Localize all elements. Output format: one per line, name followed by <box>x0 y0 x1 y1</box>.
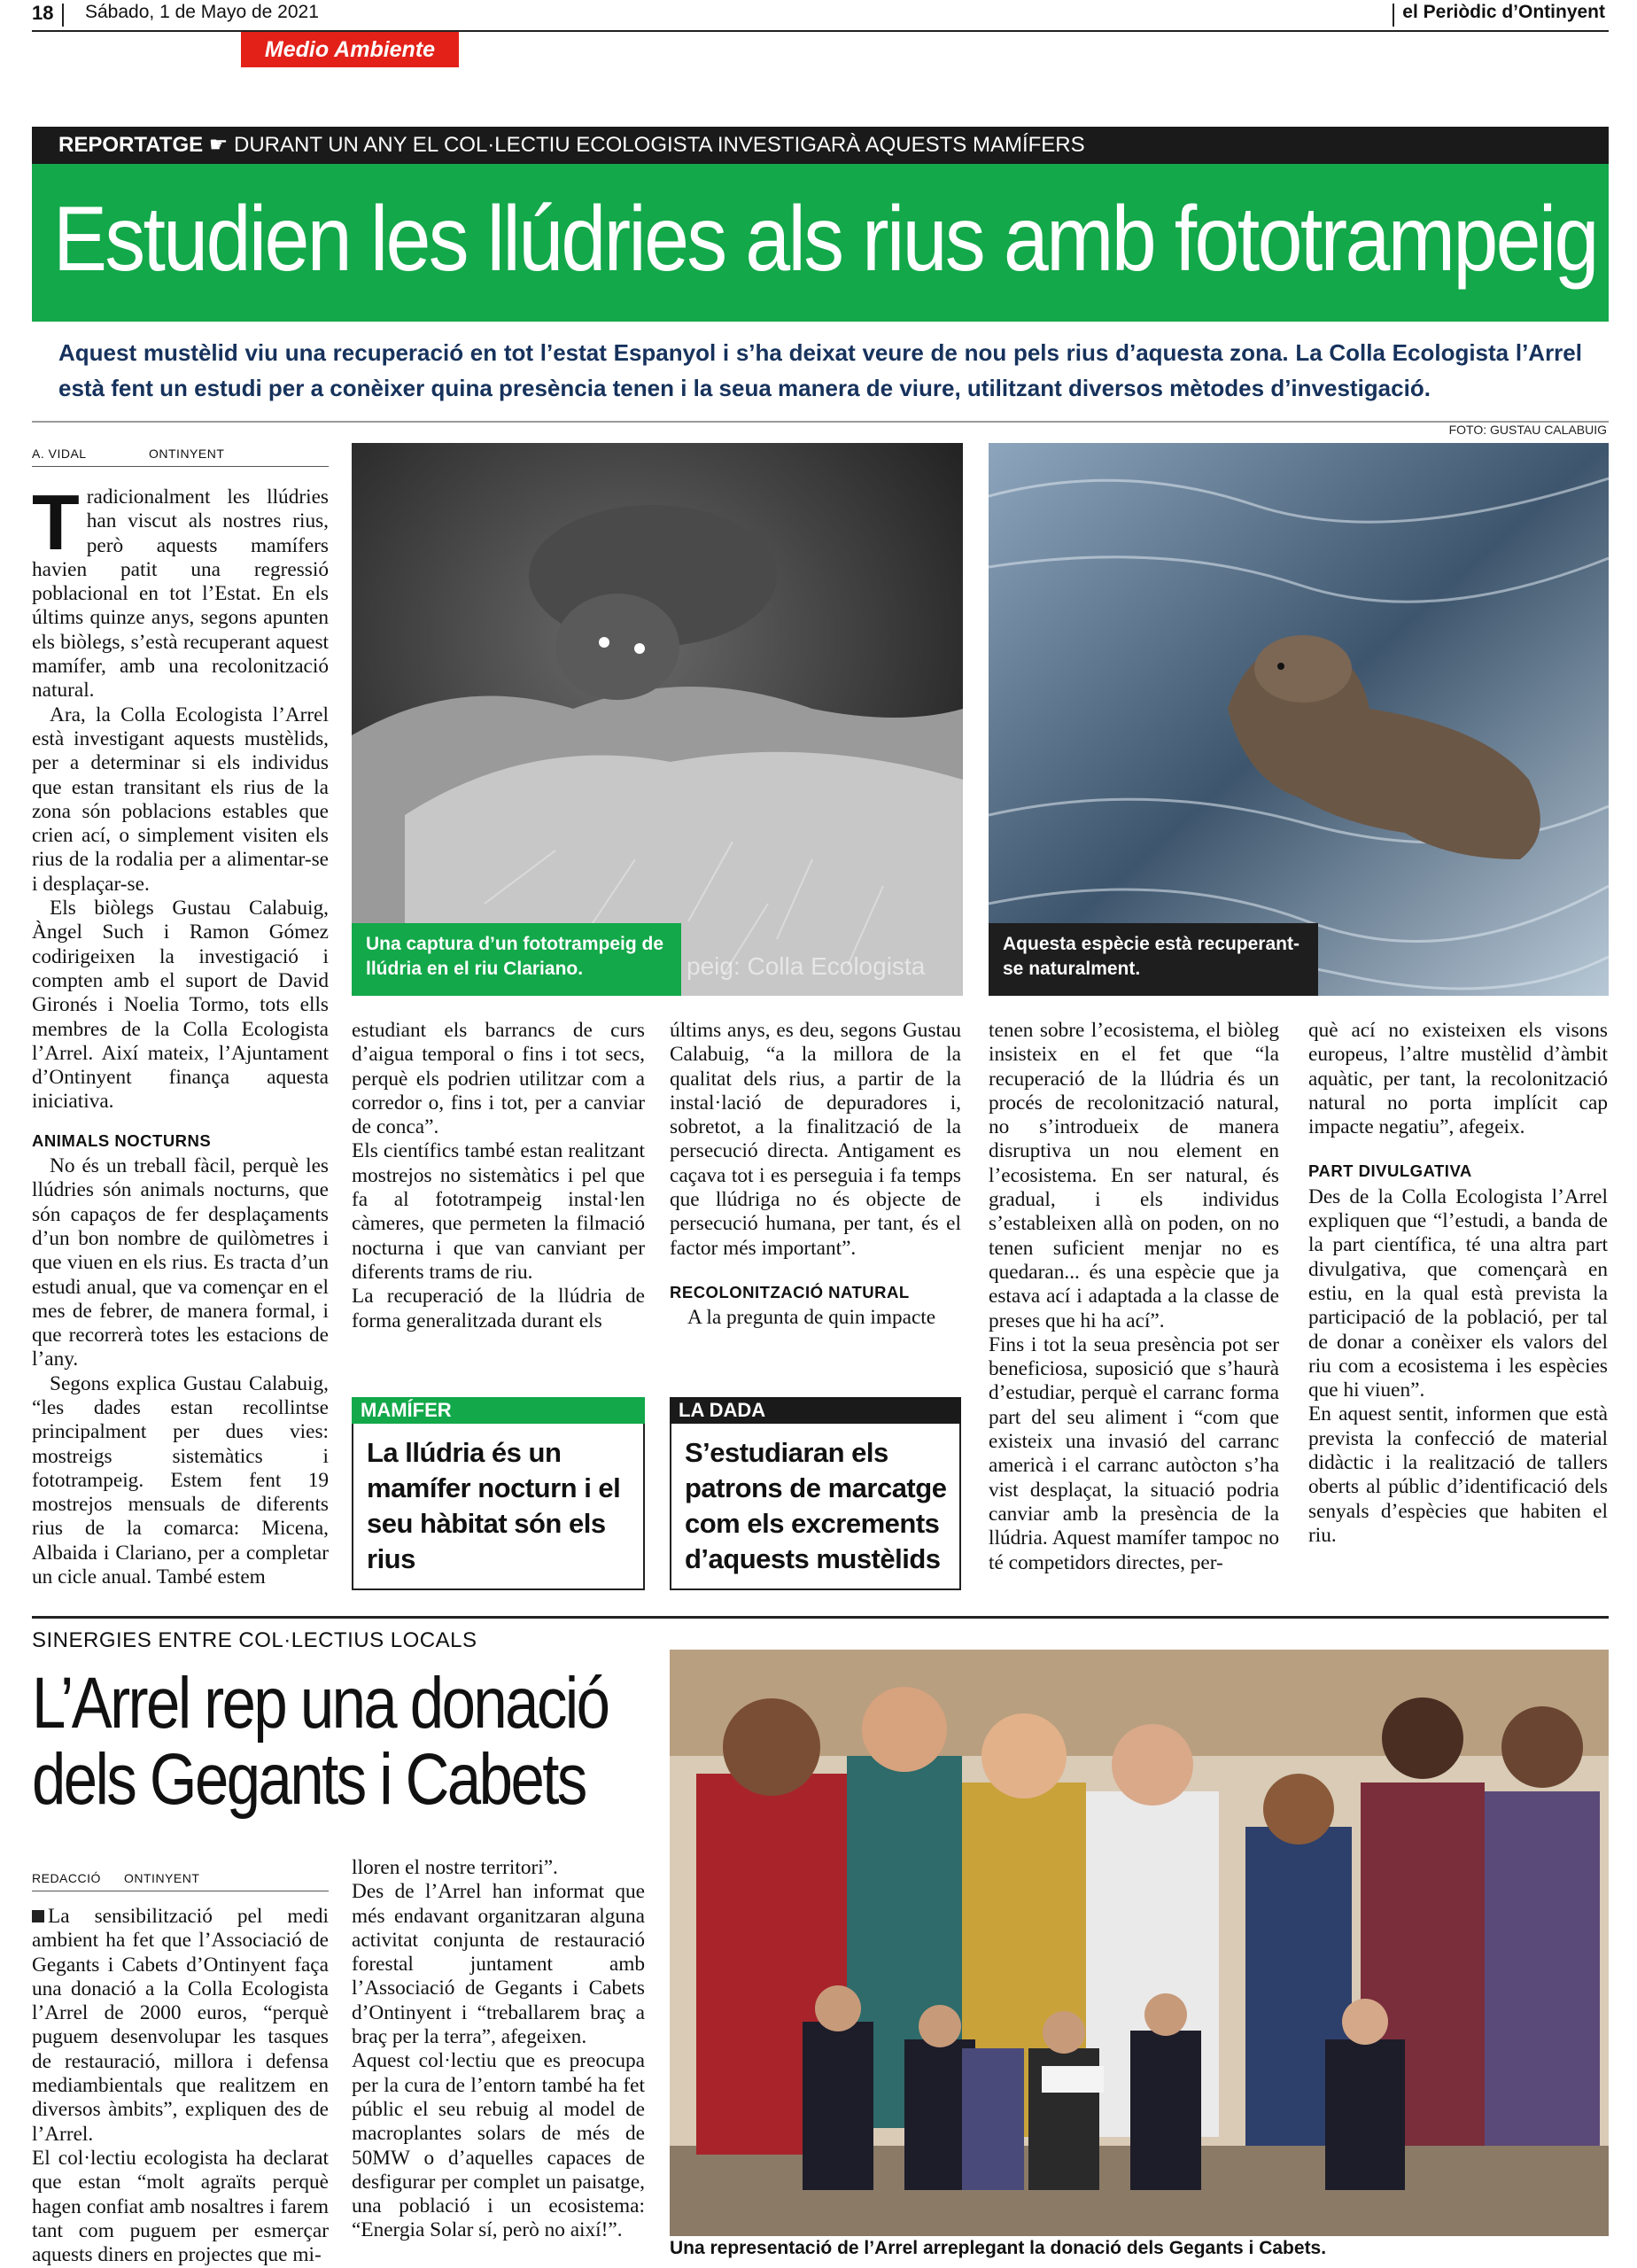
body-column-2 <box>352 1856 645 2243</box>
byline-city: ONTINYENT <box>124 1871 200 1885</box>
pullquote-text: La llúdria és un mamífer nocturn i el seu hàbitat són els rius <box>367 1437 621 1574</box>
giants-group-image <box>670 1650 1609 2236</box>
body-paragraph: Segons explica Gustau Calabuig, “les dades estan recollintse principalment per dues vies: mostreigs sistemàtics i fototrampeig. Estem fent 19 mostrejos mensuals de diferents rius de la comarca: Micena, Albaida i Clariano, per a completar un cicle anual. També estem <box>32 1371 329 1589</box>
photo-credit: FOTO: GUSTAU CALABUIG <box>1448 423 1607 437</box>
body-paragraph: Tradicionalment les llúdries han viscut als nostres rius, però aquests mamífers havien patit una regressió poblacional en tot l’Estat. En els últims quinze anys, segons apunten els biòlegs, s’està recuperant aquest mamífer, amb una recolonització natural. <box>32 478 329 703</box>
body-paragraph: estudiant els barrancs de curs d’aigua temporal o fins i tot secs, perquè els podrien utilitzar com a corredor o, fins i tot, per a canviar de conca”. <box>352 1019 645 1139</box>
newspaper-name: el Periòdic d’Ontinyent <box>1402 2 1605 22</box>
body-paragraph: lloren el nostre territori”. <box>352 1856 558 1879</box>
donation-photo <box>670 1650 1609 2236</box>
divider <box>32 466 329 467</box>
body-column-1 <box>32 478 329 1589</box>
article-kicker <box>32 127 1609 164</box>
paragraph-bullet-icon <box>32 1910 44 1922</box>
body-paragraph: últims anys, es deu, segons Gustau Calabuig, “a la millora de la qualitat dels rius, a partir de la instal·lació de depuradores i, sobretot, a la finalització de la persecució directa. Antigament es caçava tot i es perseguia i fa temps que llúdriga no és objecte de persecució humana, per tant, és el factor més important”. <box>670 1019 961 1260</box>
photo-caption: Una captura d’un fototrampeig de llúdria en el riu Clariano. <box>366 934 664 979</box>
article-kicker: SINERGIES ENTRE COL·LECTIUS LOCALS <box>32 1628 477 1652</box>
body-paragraph: Aquest col·lectiu que es preocupa per la cura de l’entorn també ha fet públic el seu rebuig al model de macroplantes solars de més de 50MW o d’aquelles capaces de desfigurar per complet un paisatge, una població i un ecosistema: “Energia Solar sí, però no així!”. <box>352 2049 645 2242</box>
body-paragraph: El col·lectiu ecologista ha declarat que estan “molt agraïts perquè hagen confiat amb nosaltres i farem tant com puguem per esmerçar aquests diners en projectes que mi- <box>32 2146 329 2267</box>
kicker-text: DURANT UN ANY EL COL·LECTIU ECOLOGISTA INVESTIGARÀ AQUESTS MAMÍFERS <box>233 133 1085 157</box>
otter-night-image <box>352 443 963 996</box>
header-divider <box>1393 4 1394 27</box>
body-paragraph: Els científics també estan realitzant mostrejos no sistemàtics i pel que fa al fototrampeig instal·len càmeres, que permeten la filmació nocturna i que van canviant per diferents trams de riu. <box>352 1139 645 1284</box>
body-paragraph: A la pregunta de quin impacte <box>687 1306 936 1330</box>
drop-cap: T <box>32 478 80 566</box>
subheading: PART DIVULGATIVA <box>1308 1161 1472 1181</box>
divider <box>32 421 1609 423</box>
body-column-4 <box>989 1019 1279 1575</box>
pullquote-tag: MAMÍFER <box>352 1397 645 1424</box>
photo-caption: Aquesta espècie està recuperant-se naturalment. <box>1003 934 1300 979</box>
body-column-5 <box>1308 1019 1608 1548</box>
body-paragraph: tenen sobre l’ecosistema, el biòleg insisteix en el fet que “la recuperació de la llúdria és un procés de recolonització natural, no s’introdueix de manera disruptiva un nou element en l’ecosistema. En ser natural, és gradual, i els individus s’estableixen allà on poden, on no tenen suficient menjar no es quedaran... és una espècie que ja estava ací i adaptada a la classe de preses que hi ha ací”. <box>989 1019 1279 1332</box>
subheading: ANIMALS NOCTURNS <box>32 1130 212 1150</box>
body-column-1 <box>32 1905 329 2267</box>
trap-camera-photo <box>352 443 963 996</box>
article-headline: Estudien les llúdries als rius amb fototrampeig <box>53 188 1597 291</box>
page-number: 18 <box>32 2 54 24</box>
otter-river-photo <box>989 443 1609 996</box>
byline-author: REDACCIÓ <box>32 1871 101 1885</box>
body-paragraph: La recuperació de la llúdria de forma generalitzada durant els <box>352 1285 645 1332</box>
section-label: Medio Ambiente <box>241 32 459 67</box>
body-column-2 <box>352 1019 645 1333</box>
body-paragraph: En aquest sentit, informen que està prevista la confecció de material didàctic i la realització de tallers oberts al públic d’identificació dels senyals d’espècies que habiten el riu. <box>1308 1402 1608 1547</box>
kicker-label: REPORTATGE <box>58 133 204 157</box>
body-paragraph: La sensibilització pel medi ambient ha fet que l’Associació de Gegants i Cabets d’Ontinyent faça una donació a la Colla Ecologista l’Arrel de 2000 euros, “perquè puguem desenvolupar les tasques de restauració, millora i defensa mediambientals que realitzem en diversos àmbits”, expliquen des de l’Arrel. <box>32 1905 329 2146</box>
photo-watermark: peig: Colla Ecologista <box>687 952 926 980</box>
photo-caption: Una representació de l’Arrel arreplegant la donació dels Gegants i Cabets. <box>670 2238 1327 2258</box>
byline-city: ONTINYENT <box>149 447 225 461</box>
body-paragraph: Des de la Colla Ecologista l’Arrel expliquen que “l’estudi, a banda de la part científica, té una altra part divulgativa, que començarà en estiu, en la qual està prevista la participació de la població, per tal de donar a conèixer els valors del riu com a ecosistema i les espècies que hi viuen”. <box>1308 1184 1608 1402</box>
pullquote-text: S’estudiaran els patrons de marcatge com els excrements d’aquests mustèlids <box>685 1437 947 1574</box>
article-divider <box>32 1616 1609 1619</box>
body-paragraph: Des de l’Arrel han informat que més endavant organitzaran alguna activitat conjunta de restauració forestal juntament amb l’Associació de Gegants i Cabets d’Ontinyent i “treballarem braç a braç per la terra”, afegeixen. <box>352 1880 645 2049</box>
pointing-hand-icon: ☛ <box>208 133 234 157</box>
header-divider <box>62 4 64 27</box>
byline-author: A. VIDAL <box>32 447 87 461</box>
article-headline: L’Arrel rep una donació dels Gegants i Cabets <box>32 1663 609 1820</box>
article-lead: Aquest mustèlid viu una recuperació en tot l’estat Espanyol i s’ha deixat veure de nou pels rius d’aquesta zona. La Colla Ecologista l’Arrel està fent un estudi per a conèixer quina presència tenen i la seua manera de viure, utilitzant diversos mètodes d’investigació. <box>58 339 1582 401</box>
pullquote-tag: LA DADA <box>670 1397 961 1424</box>
body-paragraph: No és un treball fàcil, perquè les llúdries són animals nocturns, que són capaços de fer desplaçaments d’un bon nombre de quilòmetres i que viuen en els rius. Es tracta d’un estudi anual, que va començar en el mes de febrer, de manera formal, i que recorrerà totes les estacions de l’any. <box>32 1154 329 1371</box>
subheading: RECOLONITZACIÓ NATURAL <box>670 1282 910 1301</box>
body-column-3 <box>670 1019 961 1331</box>
otter-river-image <box>989 443 1609 996</box>
issue-date: Sábado, 1 de Mayo de 2021 <box>85 2 319 22</box>
body-paragraph: Fins i tot la seua presència pot ser beneficiosa, suposició que s’haurà d’estudiar, perquè el carranc forma part del seu aliment i “com que existeix una invasió del carranc americà i el carranc autòcton s’ha vist desplaçat, la situació podria canviar amb la presència de la llúdria. Aquest mamífer tampoc no té competidors directes, per- <box>989 1332 1279 1574</box>
body-paragraph: què ací no existeixen els visons europeus, l’altre mustèlid d’àmbit aquàtic, per tant, la recolonització natural no porta implícit cap impacte negatiu”, afegeix. <box>1308 1019 1608 1139</box>
body-paragraph: Ara, la Colla Ecologista l’Arrel està investigant aquests mustèlids, per a determinar si els individus que estan transitant els rius de la zona són poblacions estables que crien ací, o simplement visiten els rius de la rodalia per a alimentar-se i desplaçar-se. <box>32 703 329 896</box>
body-paragraph: Els biòlegs Gustau Calabuig, Àngel Such i Ramon Gómez codirigeixen la investigació i compten amb el suport de David Gironés i Noelia Tormo, tots ells membres de la Colla Ecologista l’Arrel. Així mateix, l’Ajuntament d’Ontinyent finança aquesta iniciativa. <box>32 897 329 1114</box>
